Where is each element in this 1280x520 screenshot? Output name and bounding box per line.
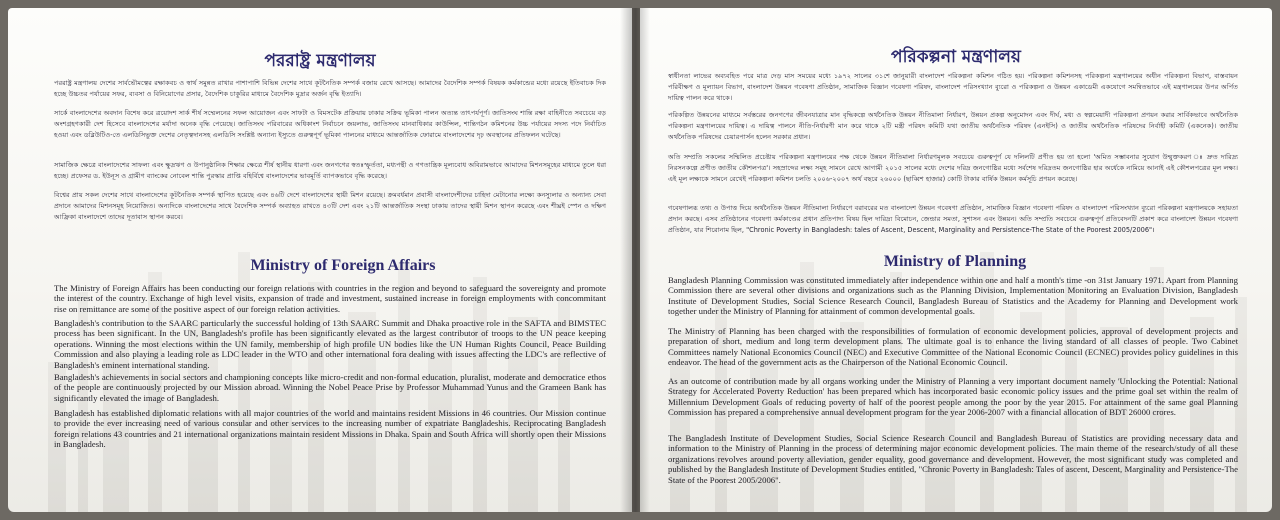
bn-paragraph: পররাষ্ট্র মন্ত্রণালয় দেশের সার্বভৌমত্বের রক্ষাকবচ ও স্বার্থ সমুন্নত রাখার পাশাপাশি বিভিন্ন দেশের সাথে কূটনৈতিক সম্পর্ক বজায় রেখে আসছে। আমাদের বৈদেশিক সম্পর্ক বিষয়ক কর্মকান্ডের মধ্যে রয়েছে ইতিবাচক দিক হচ্ছে উচ্চতর পর্যায়ের সফর, ব্যবসা ও বিনিয়োগের প্রসার, বৈদেশিক চাকুরির মাধ্যমে বৈদেশিক মুদ্রার অর্জন বৃদ্ধি ইত্যাদি। [54,79,606,99]
bn-paragraph: গবেষণালব্ধ তথ্য ও উপাত্ত দিয়ে অর্থনৈতিক উন্নয়ন নীতিমালা নির্ধারণে বরাবরের মত বাংলাদেশ উন্নয়ন গবেষণা প্রতিষ্ঠান, সামাজিক বিজ্ঞান গবেষণা পরিষদ ও বাংলাদেশ পরিসংখ্যান ব্যুরো পরিকল্পনা মন্ত্রণালয়কে সহায়তা প্রদান করছে। এসব প্রতিষ্ঠানের গবেষণা কর্মকাণ্ডের প্রধান প্রতিপাদ্য বিষয় ছিল দারিদ্র্য বিমোচন, জেন্ডার সমতা, সুশাসন এবং উন্নয়ন। অতি সম্প্রতি সবচেয়ে গুরুত্বপূর্ণ প্রতিবেদনটি প্রকাশ করে বাংলাদেশ উন্নয়ন গবেষণা প্রতিষ্ঠান, যার শিরোনাম ছিল, "Chronic Poverty in Bangladesh: tales of Ascent, Descent, Marginality and Persistence-The State of the Poorest 2005/2006"। [668,204,1238,235]
bn-paragraph: পরিকল্পিত উন্নয়নের মাধ্যমে সর্বস্তরের জনগণের জীবনযাত্রার মান বৃদ্ধিকল্পে অর্থনৈতিক উন্নয়ন নীতিমালা নির্ধারণ, উন্নয়ন প্রকল্প অনুমোদন এবং দীর্ঘ, মধ্য ও স্বল্পমেয়াদী পরিকল্পনা প্রণয়ন করার সার্বিকভাবে অর্থনৈতিক পরিকল্পনা মন্ত্রণালয়ের দায়িত্ব। এ দায়িত্ব পালনে নীতি-নির্ধারণী মান করে থাকে ২টি মন্ত্রী পরিষদ কমিটি যথা জাতীয় অর্থনৈতিক পরিষদ (এনইসি) ও জাতীয় অর্থনৈতিক পরিষদের নির্বাহী কমিটি (একনেক)। জাতীয় অর্থনৈতিক পরিষদের চেয়ারপার্সন হলেন সরকার প্রধান। [668,111,1238,142]
en-paragraph: The Ministry of Planning has been charged with the responsibilities of formulation of economic development policies, approval of development projects and preparation of short, medium and long term development plans. The ultimate goal is to enhance the living standard of all classes of people. Two Cabinet Committees namely National Economics Council (NEC) and Executive Committee of the National Economic Council (ECNEC) provides policy guidelines in this endeavor. The head of the government acts as the Chairperson of the National Economic Council. [668,326,1238,368]
bn-paragraph: বিশ্বের প্রায় সকল দেশের সাথে বাংলাদেশের কূটনৈতিক সম্পর্ক স্থাপিত হয়েছে এবং ৪৬টি দেশে বাংলাদেশের স্থায়ী মিশন রয়েছে। ক্রমবর্ধমান প্রবাসী বাংলাদেশীদের চাহিদা মেটানোর লক্ষ্যে কনস্যুলার ও অন্যান্য সেবা প্রদানে আমাদের মিশনসমূহ নিয়োজিত। অন্যদিকে বাংলাদেশের সাথে বৈদেশিক সম্পর্ক অব্যাহত রাখতে ৪৩টি দেশ এবং ২১টি আন্তর্জাতিক সংস্থা ঢাকায় তাদের স্থায়ী মিশন স্থাপন করেছে এবং শীঘ্রই স্পেন ও দক্ষিণ আফ্রিকা বাংলাদেশে তাদের দূতাবাস স্থাপন করবে। [54,191,606,222]
bn-paragraph: সামাজিক ক্ষেত্রে বাংলাদেশের সাফল্য এবং ক্ষুদ্রঋণ ও উপানুষ্ঠানিক শিক্ষার ক্ষেত্রে শীর্ষ স্থানীয় ধারণা এবং জনগণের স্বতঃস্ফূর্ততা, মধ্যপন্থী ও গণতান্ত্রিক মূল্যবোধ অবিরামভাবে আমাদের মিশনসমূহের মাধ্যমে তুলে ধরা হচ্ছে। প্রফেসর ড. ইউনূস ও গ্রামীণ ব্যাংকের নোবেল শান্তি পুরস্কার প্রাপ্তি বহির্বিশ্বে বাংলাদেশের ভাবমূর্তি ব্যাপকভাবে বৃদ্ধি করেছে। [54,161,606,181]
bn-paragraph: স্বাধীনতা লাভের অব্যবহিত পরে মাত্র দেড় মাস সময়ের মধ্যে ১৯৭২ সালের ৩১শে জানুয়ারী বাংলাদেশ পরিকল্পনা কমিশন গঠিত হয়। পরিকল্পনা কমিশনসহ পরিকল্পনা মন্ত্রণালয়ের অধীন পরিকল্পনা বিভাগ, বাস্তবায়ন পরিবীক্ষণ ও মূল্যায়ন বিভাগ, বাংলাদেশ উন্নয়ন গবেষণা প্রতিষ্ঠান, সামাজিক বিজ্ঞান গবেষণা পরিষদ, বাংলাদেশ পরিসংখ্যান ব্যুরো ও পরিকল্পনা ও উন্নয়ন একাডেমী একযোগে সমন্বিতভাবে এই মন্ত্রণালয়ের উপর অর্পিত দায়িত্ব পালন করে থাকে। [668,72,1238,103]
page-title-bn: পরিকল্পনা মন্ত্রণালয় [891,47,1021,67]
right-page [640,8,1272,512]
bn-paragraph: অতি সম্প্রতি সকলের সম্মিলিত প্রচেষ্টায় পরিকল্পনা মন্ত্রণালয়ের পক্ষ থেকে উন্নয়ন নীতিমালা নির্ধারণমূলক সবচেয়ে গুরুত্বপূর্ণ যে দলিলটি প্রণীত হয় তা হলো 'অমিত সম্ভাবনার সুযোগ উন্মুক্তকরণ ঃ দ্রুত দারিদ্র্য নিরসনকল্পে প্রণীত জাতীয় কৌশলপত্র'। সহস্রাব্দের লক্ষ্য সমূহ সামনে রেখে আগামী ২০১৫ সালের মধ্যে দেশের দরিদ্র জনগোষ্ঠির মধ্যে সর্বশেষ দরিদ্রতম জনগোষ্ঠির হার অর্ধেকে নামিয়ে আনাই এই কৌশলপত্রের মূল লক্ষ্য। এই মূল লক্ষ্যকে সামনে রেখেই পরিকল্পনা কমিশন চলতি ২০০৬-২০০৭ অর্থ বছরে ২৬০০০ (ছাব্বিশ হাজার) কোটি টাকার বার্ষিক উন্নয়ন কর্মসূচি প্রণয়ন করেছে। [668,153,1238,184]
en-paragraph: Bangladesh Planning Commission was constituted immediately after independence within one and half a month's time -on 31st January 1971. Apart from Planning Commission there are several other divisions and organizations such as the Planning Division, Implementation Monitoring an Evaluation Division, Bangladesh Institute of Development Studies, Social Science Research Council, Bangladesh Bureau of Statistics and the Academy for Planning and Development work together under the Ministry of Planning for attainment of common developmental goals. [668,275,1238,317]
en-paragraph: Bangladesh's contribution to the SAARC particularly the successful holding of 13th SAARC Summit and Dhaka proactive role in the SAFTA and BIMSTEC process has been significant. In the UN, Bangladesh's profile has been significantly elevated as the largest contributor of troops to the UN peace keeping operations. Winning the most elections within the UN family, membership of high profile UN bodies like the UN Human Rights Council, Peace Building Commission and also playing a leading role as LDC leader in the WTO and other international fora dealing with issues affecting the LDC's are reflective of Bangladesh's eminent international standing. [54,318,606,370]
page-title-bn: পররাষ্ট্র মন্ত্রণালয় [264,51,376,71]
page-title-en: Ministry of Foreign Affairs [250,257,436,274]
en-paragraph: The Bangladesh Institute of Development Studies, Social Science Research Council and Bangladesh Bureau of Statistics are providing necessary data and information to the Ministry of Planning in the process of determining major economic development policies. The main theme of the research/study of all these organizations revolves around poverty alleviation, gender equality, good governance and development. However, the most significant study was completed and published by the Bangladesh Institute of Development Studies entitled, "Chronic Poverty in Bangladesh: Tales of ascent, Descent, Marginality and Persistence-The State of the Poorest 2005/2006". [668,433,1238,485]
page-title-en: Ministry of Planning [883,253,1027,270]
en-paragraph: The Ministry of Foreign Affairs has been conducting our foreign relations with countries in the region and beyond to safeguard the sovereignty and promote the interest of the country. Exchange of high level visits, expansion of trade and investment, sustained increase in foreign employments with concommitant rise on remittance are some of the positive aspect of our foreign relation activities. [54,283,606,314]
en-paragraph: As an outcome of contribution made by all organs working under the Ministry of Planning a very important document namely 'Unlocking the Potential: National Strategy for Accelerated Poverty Reduction' has been prepared which has incorporated basic economic policy issues and the prime goal set within the realm of Millennium Development Goals of reducing poverty of half of the poorest people among the poor by the year 2015. For attainment of the same goal Planning Commission has prepared a comprehensive annual development program for the year 2006-2007 with a financial allocation of BDT 26000 crores. [668,376,1238,418]
bn-paragraph: সার্কে বাংলাদেশের অবদান বিশেষ করে ত্রয়োদশ সার্ক শীর্ষ সম্মেলনের সফল আয়োজন এবং সাফটা ও বিমসটেক প্রক্রিয়ায় ঢাকার সক্রিয় ভূমিকা পালন অত্যন্ত তাৎপর্যপূর্ণ। জাতিসংঘ শান্তি রক্ষা বাহিনীতে সবচেয়ে বড় অংশগ্রহণকারী দেশ হিসেবে বাংলাদেশের মর্যাদা অনেক বৃদ্ধি পেয়েছে। জাতিসংঘ পরিবারের অধিকাংশ নির্বাচনে জয়লাভ, জাতিসংঘ মানবাধিকার কাউন্সিল, শান্তিগঠন কমিশনের উচ্চ পর্যায়ের সদস্য পদে নির্বাচিত হওয়া এবং ডব্লিউটিও-তে এলডিসিভুক্ত দেশের নেতৃত্বদানসহ এলডিসি সংশ্লিষ্ট অন্যান্য ইস্যুতে গুরুত্বপূর্ণ ভূমিকা পালনের মাধ্যমে আন্তর্জাতিক ফোরামে বাংলাদেশের দৃঢ় অবস্থানের প্রতিফলন ঘটেছে। [54,109,606,140]
en-paragraph: Bangladesh has established diplomatic relations with all major countries of the world and maintains resident Missions in 46 countries. Our Mission continue to provide the ever increasing need of various consular and other services to the increasing number of expatriate Bangladeshis. Reciprocating Bangladesh foreign relations 43 countries and 21 international organizations maintain resident Missions in Dhaka. Spain and South Africa will shortly open their Missions in Bangladesh. [54,408,606,450]
book-gutter-shadow [620,8,650,512]
left-page [8,8,632,512]
en-paragraph: Bangladesh's achievements in social sectors and championing concepts like micro-credit and non-formal education, pluralist, moderate and democratice ethos of the people are continuously projected by our Mission abroad. Winning the Nobel Peace Prise by Professor Muhammad Yunus and the Grameen Bank has significantly elevated the image of Bangladesh. [54,372,606,403]
